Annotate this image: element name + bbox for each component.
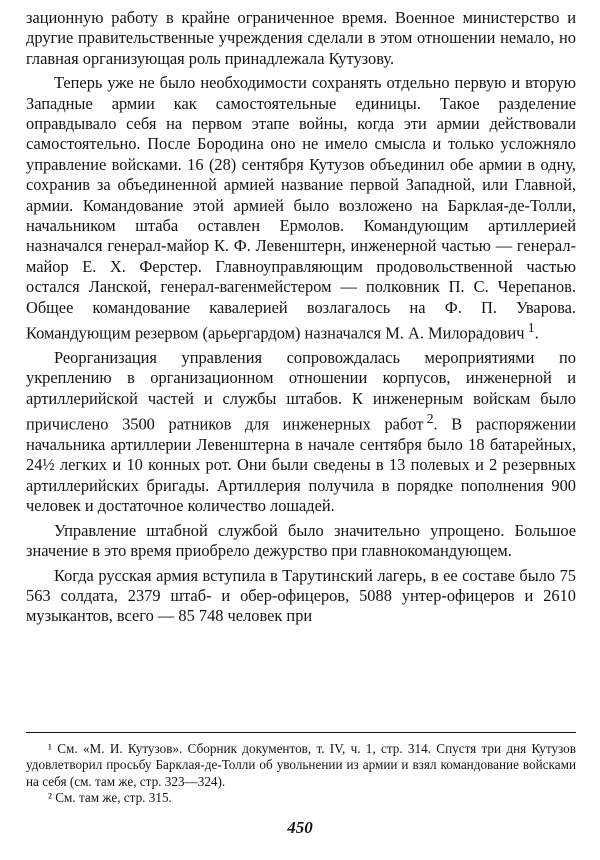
- footnote-ref-1: 1: [527, 320, 535, 336]
- footnote-1: ¹ См. «М. И. Кутузов». Сборник документов, т. IV, ч. 1, стр. 314. Спустя три дня Кутузов удовлетворил просьбу Барклая-де-Толли об увольнении из армии и взял командование войсками на себя (см. там же, стр. 323—324).: [26, 741, 576, 789]
- paragraph-3-text-a: Реорганизация управления сопровождалась мероприятиями по укреплению в организационном отношении корпусов, инженерной и артиллерийской частей и службы штабов. К инженерным войскам было причислено 3500 ратников для инженерных работ: [26, 347, 576, 434]
- paragraph-2-text: Теперь уже не было необходимости сохранять отдельно первую и вторую Западные армии как самостоятельные единицы. Такое разделение оправдывало себя на первом этапе войны, когда эти армии действовали самостоятельно. После Бородина оно не имело смысла и только усложняло управление войсками. 16 (28) сентября Кутузов объединил обе армии в одну, сохранив за объединенной армией название первой Западной, или Главной, армии. Командование этой армией было возложено на Барклая-де-Толли, начальником штаба оставлен Ермолов. Командующим артиллерией назначался генерал-майор К. Ф. Левенштерн, инженерной частью — генерал-майор Е. Х. Ферстер. Главноуправляющим продовольственной частью остался Ланской, генерал-вагенмейстером — полковник П. С. Черепанов. Общее командование кавалерией возлагалось на Ф. П. Уварова. Командующим резервом (арьергардом) назначался М. А. Милорадович: [26, 73, 576, 343]
- paragraph-5: Когда русская армия вступила в Тарутинский лагерь, в ее составе было 75 563 солдата, 2379 штаб- и обер-офицеров, 5088 унтер-офицеров и 2610 музыкантов, всего — 85 748 человек при: [26, 565, 576, 626]
- page-number: 450: [287, 818, 313, 837]
- paragraph-1: зационную работу в крайне ограниченное время. Военное министерство и другие правительственные учреждения сделали в этом отношении немало, но главная организующая роль принадлежала Кутузову.: [26, 8, 576, 68]
- paragraph-2: Теперь уже не было необходимости сохранять отдельно первую и вторую Западные армии как самостоятельные единицы. Такое разделение оправдывало себя на первом этапе войны, когда эти армии действовали самостоятельно. После Бородина оно не имело смысла и только усложняло управление войсками. 16 (28) сентября Кутузов объединил обе армии в одну, сохранив за объединенной армией название первой Западной, или Главной, армии. Командование этой армией было возложено на Барклая-де-Толли, начальником штаба оставлен Ермолов. Командующим артиллерией назначался генерал-майор К. Ф. Левенштерн, инженерной частью — генерал-майор Е. Х. Ферстер. Главноуправляющим продовольственной частью остался Ланской, генерал-вагенмейстером — полковник П. С. Черепанов. Общее командование кавалерией возлагалось на Ф. П. Уварова. Командующим резервом (арьергардом) назначался М. А. Милорадович $^1$.: [26, 73, 576, 343]
- footnotes: [26, 732, 576, 807]
- main-text: [26, 8, 576, 627]
- paragraph-4: Управление штабной службой было значительно упрощено. Большое значение в это время приобрело дежурство при главнокомандующем.: [26, 520, 576, 561]
- paragraph-3: [26, 348, 576, 517]
- footnote-2: ² См. там же, стр. 315.: [48, 790, 172, 806]
- paragraph-3-text-b: . В распоряжении начальника артиллерии Левенштерна в начале сентября было 18 батарейных, 24½ легких и 10 конных рот. Они были сведены в 13 полевых и 2 резервных артиллерийских бригады. Артиллерия получила в порядке пополнения 900 человек и достаточное количество лошадей.: [26, 414, 576, 516]
- footnote-ref-2: 2: [426, 411, 434, 427]
